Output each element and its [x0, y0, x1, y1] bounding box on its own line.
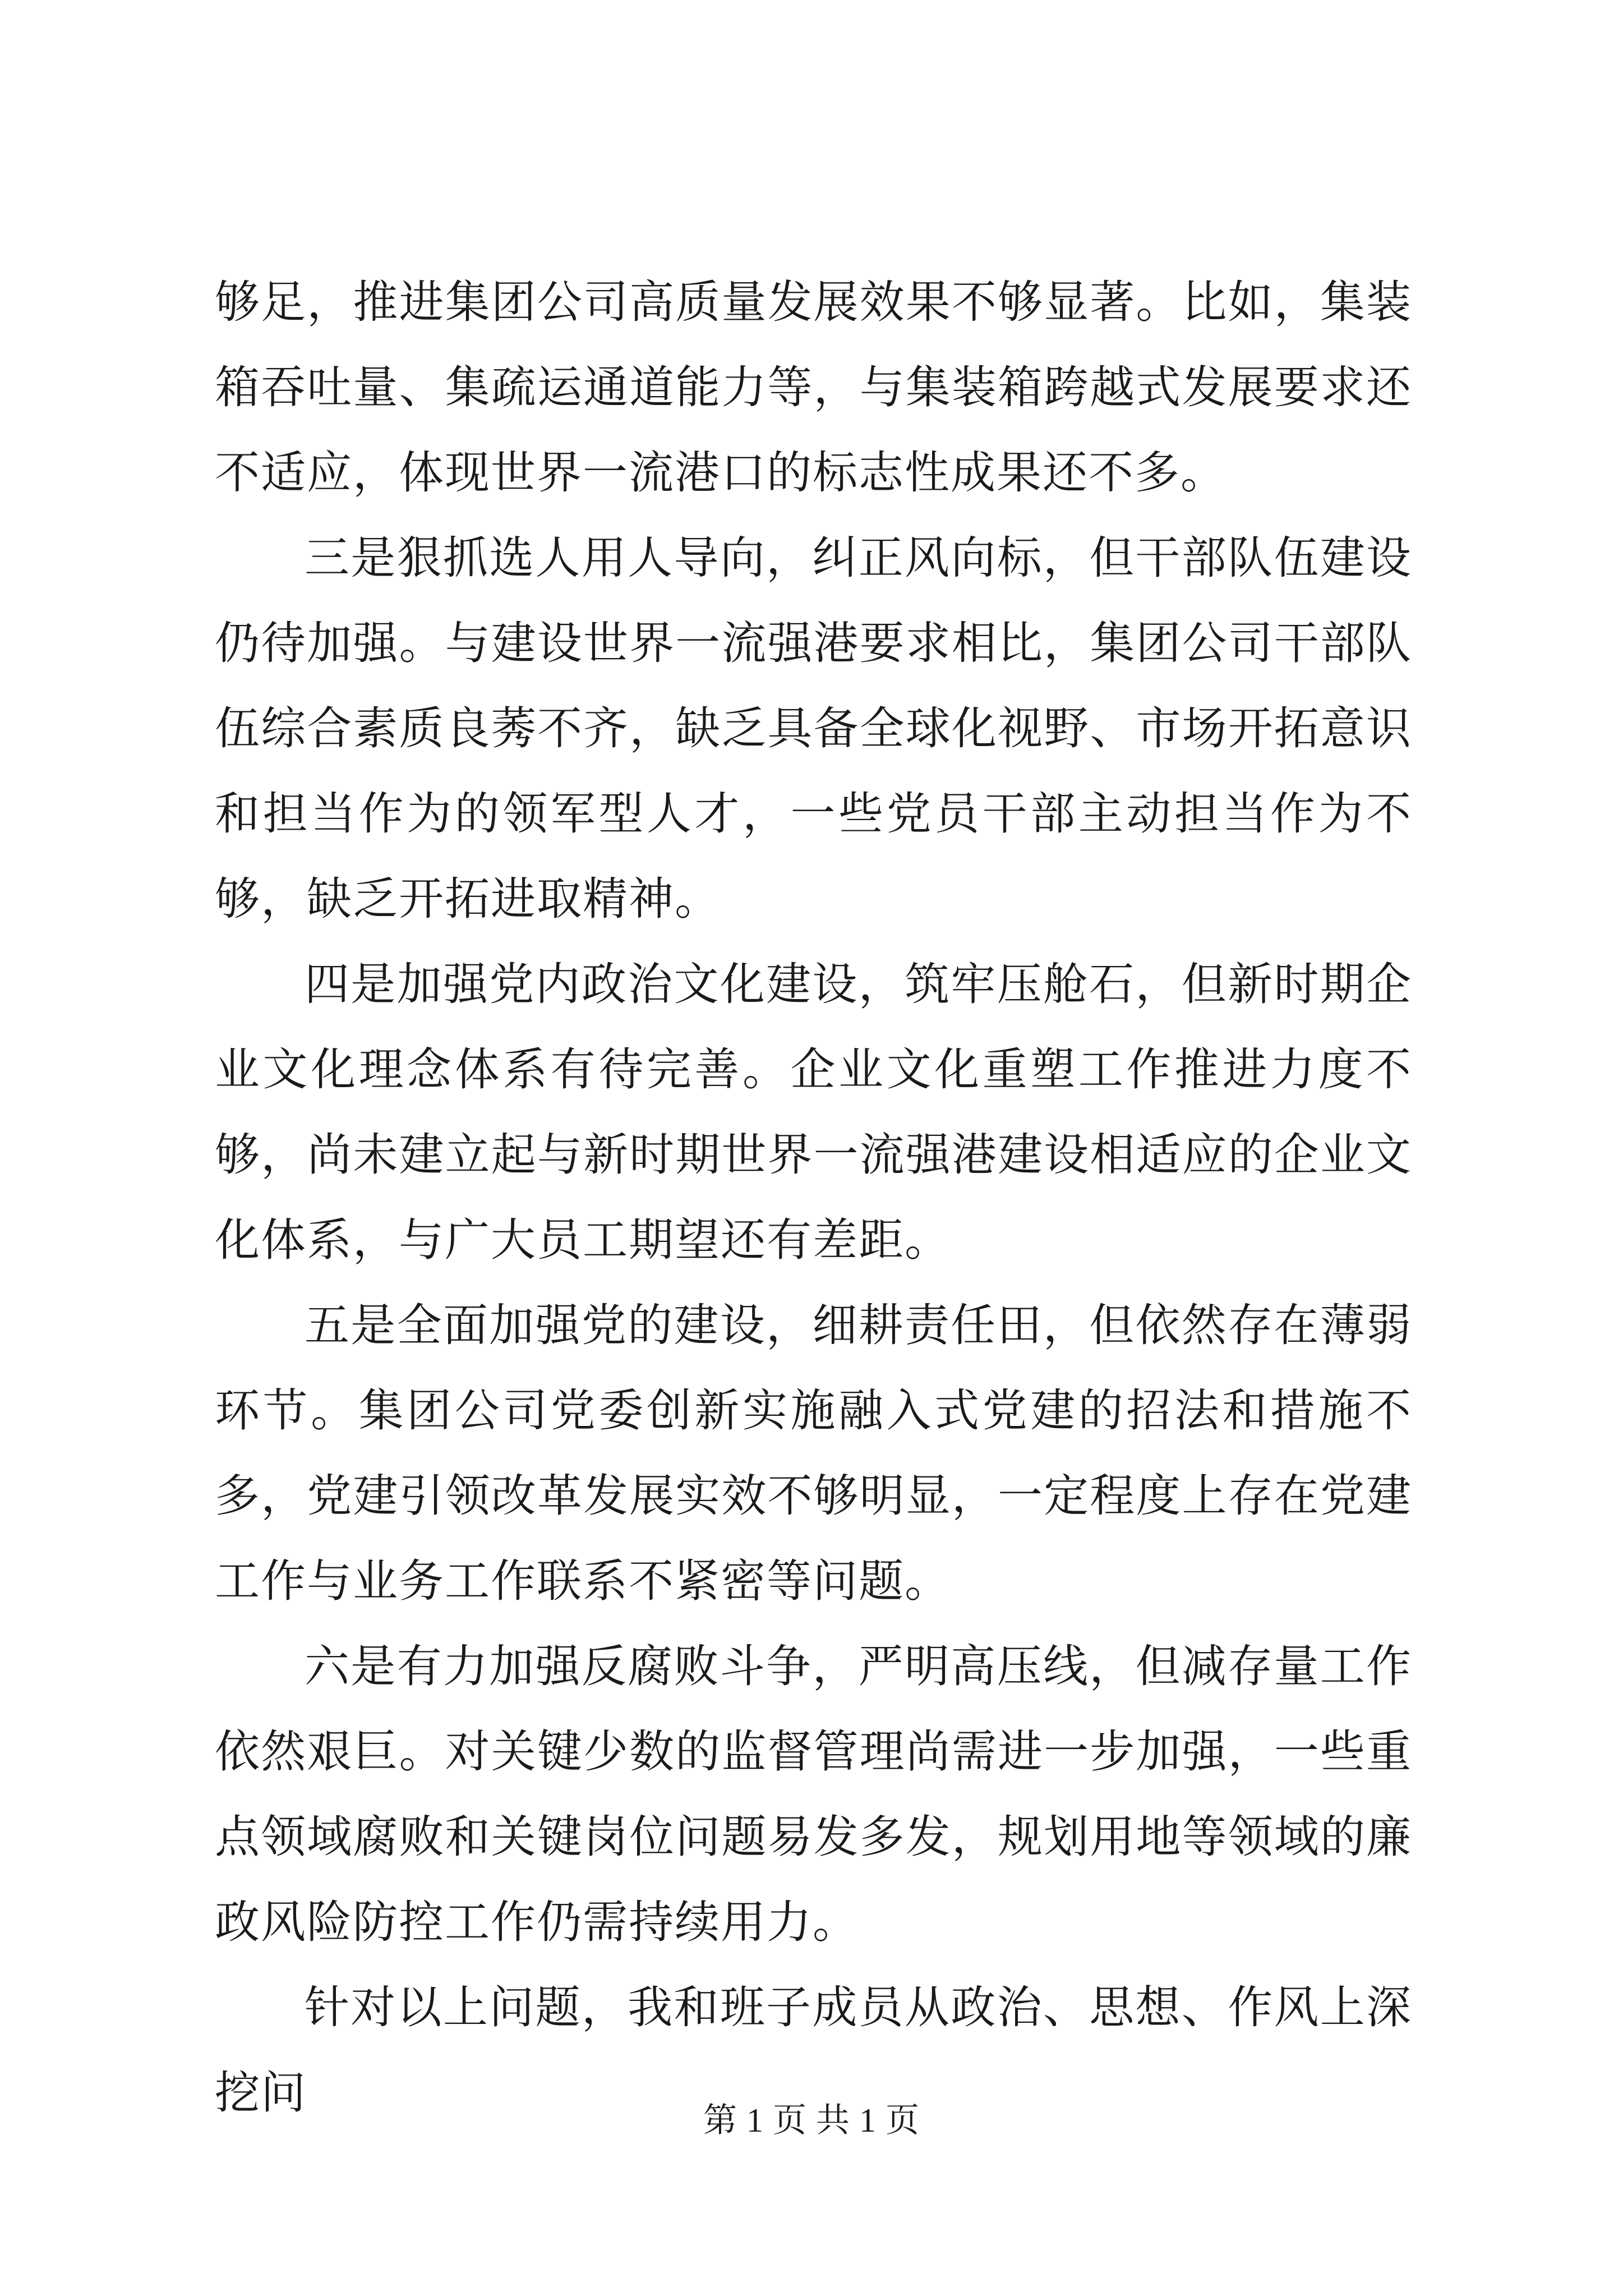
paragraph-continued: 够足，推进集团公司高质量发展效果不够显著。比如，集装箱吞吐量、集疏运通道能力等，与集装箱跨越式发展要求还不适应，体现世界一流港口的标志性成果还不多。 — [215, 276, 1412, 499]
paragraph-conclusion: 针对以上问题，我和班子成员从政治、思想、作风上深挖问 — [215, 1981, 1412, 2119]
page-footer: 第 1 页 共 1 页 — [703, 2102, 920, 2139]
paragraph-party-building: 五是全面加强党的建设，细耕责任田，但依然存在薄弱环节。集团公司党委创新实施融入式党建的招法和措施不多，党建引领改革发展实效不够明显，一定程度上存在党建工作与业务工作联系不紧密等问题。 — [215, 1299, 1412, 1607]
paragraph-anti-corruption: 六是有力加强反腐败斗争，严明高压线，但减存量工作依然艰巨。对关键少数的监督管理尚需进一步加强，一些重点领域腐败和关键岗位问题易发多发，规划用地等领域的廉政风险防控工作仍需持续用力。 — [215, 1640, 1412, 1948]
paragraph-political-culture: 四是加强党内政治文化建设，筑牢压舱石，但新时期企业文化理念体系有待完善。企业文化重塑工作推进力度不够，尚未建立起与新时期世界一流强港建设相适应的企业文化体系，与广大员工期望还有差距。 — [215, 958, 1412, 1266]
document-body — [215, 260, 1412, 2136]
paragraph-cadre-team: 三是狠抓选人用人导向，纠正风向标，但干部队伍建设仍待加强。与建设世界一流强港要求相比，集团公司干部队伍综合素质良莠不齐，缺乏具备全球化视野、市场开拓意识和担当作为的领军型人才，一些党员干部主动担当作为不够，缺乏开拓进取精神。 — [215, 532, 1412, 925]
